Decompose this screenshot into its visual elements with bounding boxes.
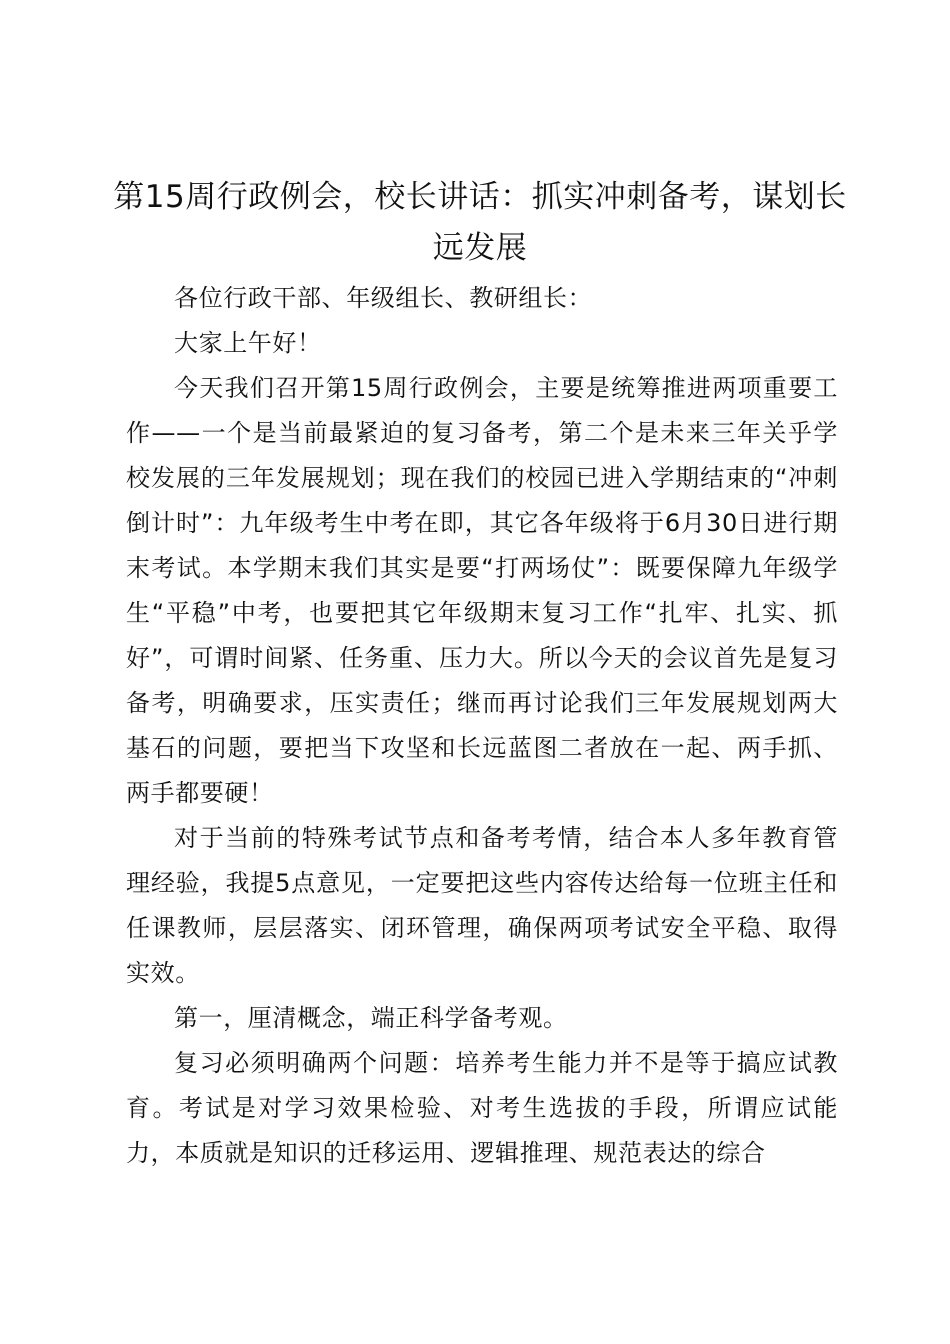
paragraph-point-one-heading: 第一，厘清概念，端正科学备考观。 bbox=[174, 1004, 568, 1032]
paragraph-introduction: 今天我们召开第15周行政例会，主要是统筹推进两项重要工作——一个是当前最紧迫的复习备考，第二个是未来三年关乎学校发展的三年发展规划；现在我们的校园已进入学期结束的“冲刺倒计时”：九年级考生中考在即，其它各年级将于6月30日进行期末考试。本学期末我们其实是要“打两场仗”：既要保障九年级学生“平稳”中考，也要把其它年级期末复习工作“扎牢、扎实、抓好”，可谓时间紧、任务重、压力大。所以今天的会议首先是复习备考，明确要求，压实责任；继而再讨论我们三年发展规划两大基石的问题，要把当下攻坚和长远蓝图二者放在一起、两手抓、两手都要硬！ bbox=[126, 374, 838, 807]
paragraph-salutation: 各位行政干部、年级组长、教研组长： bbox=[174, 284, 593, 312]
paragraph-point-one-body: 复习必须明确两个问题：培养考生能力并不是等于搞应试教育。考试是对学习效果检验、对考生选拔的手段，所谓应试能力，本质就是知识的迁移运用、逻辑推理、规范表达的综合 bbox=[126, 1049, 838, 1167]
document-title: 第15周行政例会，校长讲话：抓实冲刺备考，谋划长远发展 bbox=[113, 179, 847, 266]
paragraph-greeting: 大家上午好！ bbox=[174, 329, 322, 357]
paragraph-five-points: 对于当前的特殊考试节点和备考考情，结合本人多年教育管理经验，我提5点意见，一定要把这些内容传达给每一位班主任和任课教师，层层落实、闭环管理，确保两项考试安全平稳、取得实效。 bbox=[126, 824, 838, 987]
document-body bbox=[126, 276, 838, 1176]
